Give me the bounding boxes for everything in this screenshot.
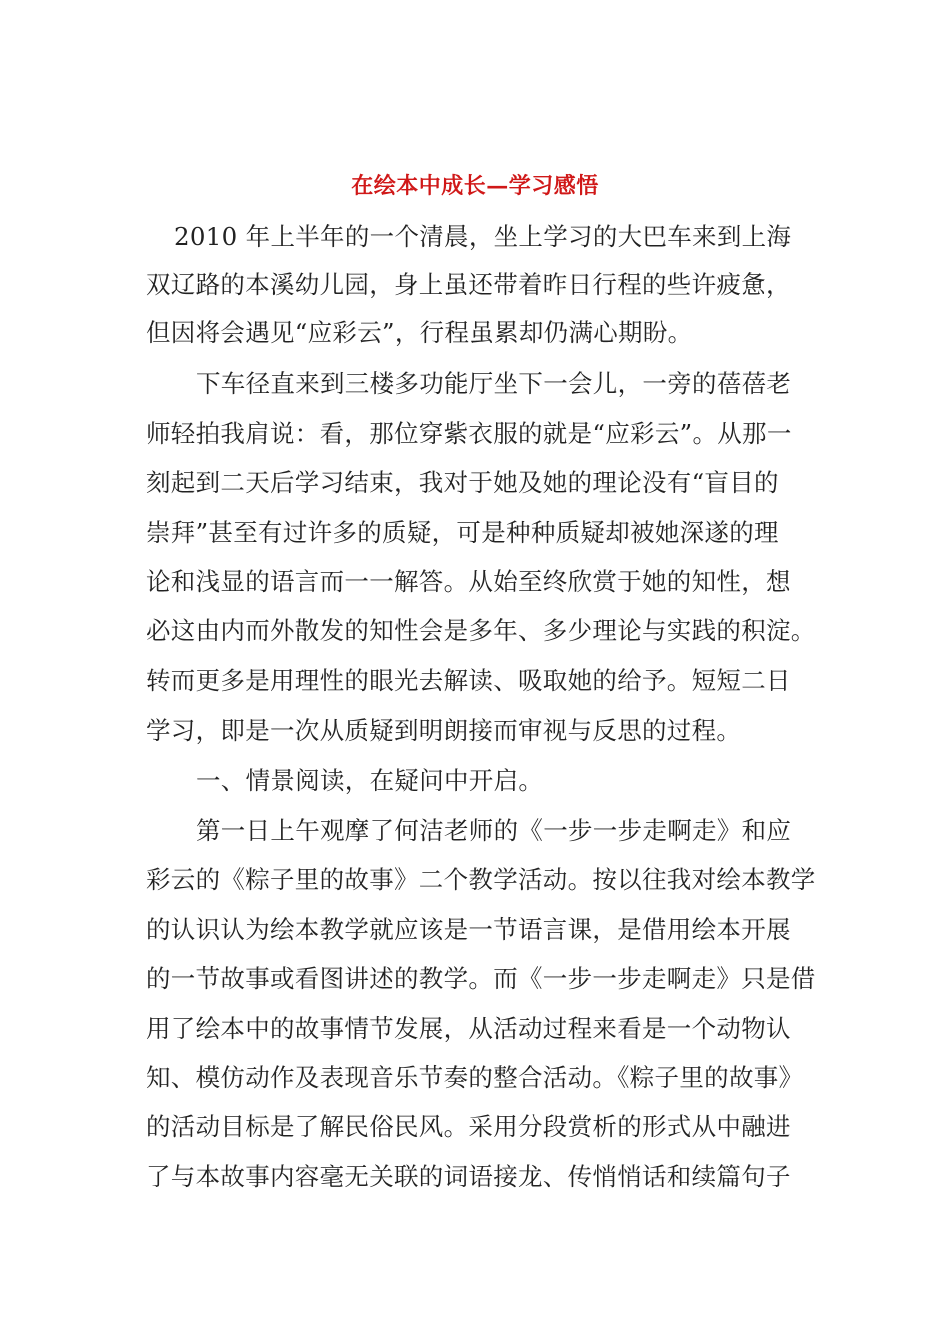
paragraph-line: 师轻拍我肩说：看，那位穿紫衣服的就是“应彩云”。从那一 (146, 419, 792, 448)
paragraph-line: 的认识认为绘本教学就应该是一节语言课，是借用绘本开展 (146, 915, 791, 944)
paragraph-line: 用了绘本中的故事情节发展，从活动过程来看是一个动物认 (146, 1014, 791, 1043)
paragraph-line: 崇拜”甚至有过许多的质疑，可是种种质疑却被她深遂的理 (146, 518, 779, 547)
paragraph-line: 论和浅显的语言而一一解答。从始至终欣赏于她的知性，想 (146, 567, 791, 596)
paragraph-line: 2010 年上半年的一个清晨，坐上学习的大巴车来到上海 (174, 222, 792, 251)
paragraph-line: 双辽路的本溪幼儿园，身上虽还带着昨日行程的些许疲惫， (146, 270, 791, 299)
paragraph-line: 知、模仿动作及表现音乐节奏的整合活动。《粽子里的故事》 (146, 1063, 804, 1092)
paragraph-line: 转而更多是用理性的眼光去解读、吸取她的给予。短短二日 (146, 666, 791, 695)
paragraph-line: 学习，即是一次从质疑到明朗接而审视与反思的过程。 (146, 716, 742, 745)
paragraph-line: 刻起到二天后学习结束，我对于她及她的理论没有“盲目的 (146, 468, 779, 497)
paragraph-line: 彩云的《粽子里的故事》二个教学活动。按以往我对绘本教学 (146, 865, 816, 894)
paragraph-line: 了与本故事内容毫无关联的词语接龙、传悄悄话和续篇句子 (146, 1162, 791, 1191)
paragraph-line: 下车径直来到三楼多功能厅坐下一会儿，一旁的蓓蓓老 (196, 369, 792, 398)
paragraph-line: 的活动目标是了解民俗民风。采用分段赏析的形式从中融进 (146, 1112, 791, 1141)
paragraph-line: 的一节故事或看图讲述的教学。而《一步一步走啊走》只是借 (146, 964, 816, 993)
document-title: 在绘本中成长—学习感悟 (351, 173, 599, 199)
paragraph-line: 第一日上午观摩了何洁老师的《一步一步走啊走》和应 (196, 816, 792, 845)
paragraph-line: 必这由内而外散发的知性会是多年、多少理论与实践的积淀。 (146, 616, 816, 645)
paragraph-line: 但因将会遇见“应彩云”，行程虽累却仍满心期盼。 (146, 318, 693, 347)
section-heading: 一、情景阅读，在疑问中开启。 (196, 766, 544, 795)
